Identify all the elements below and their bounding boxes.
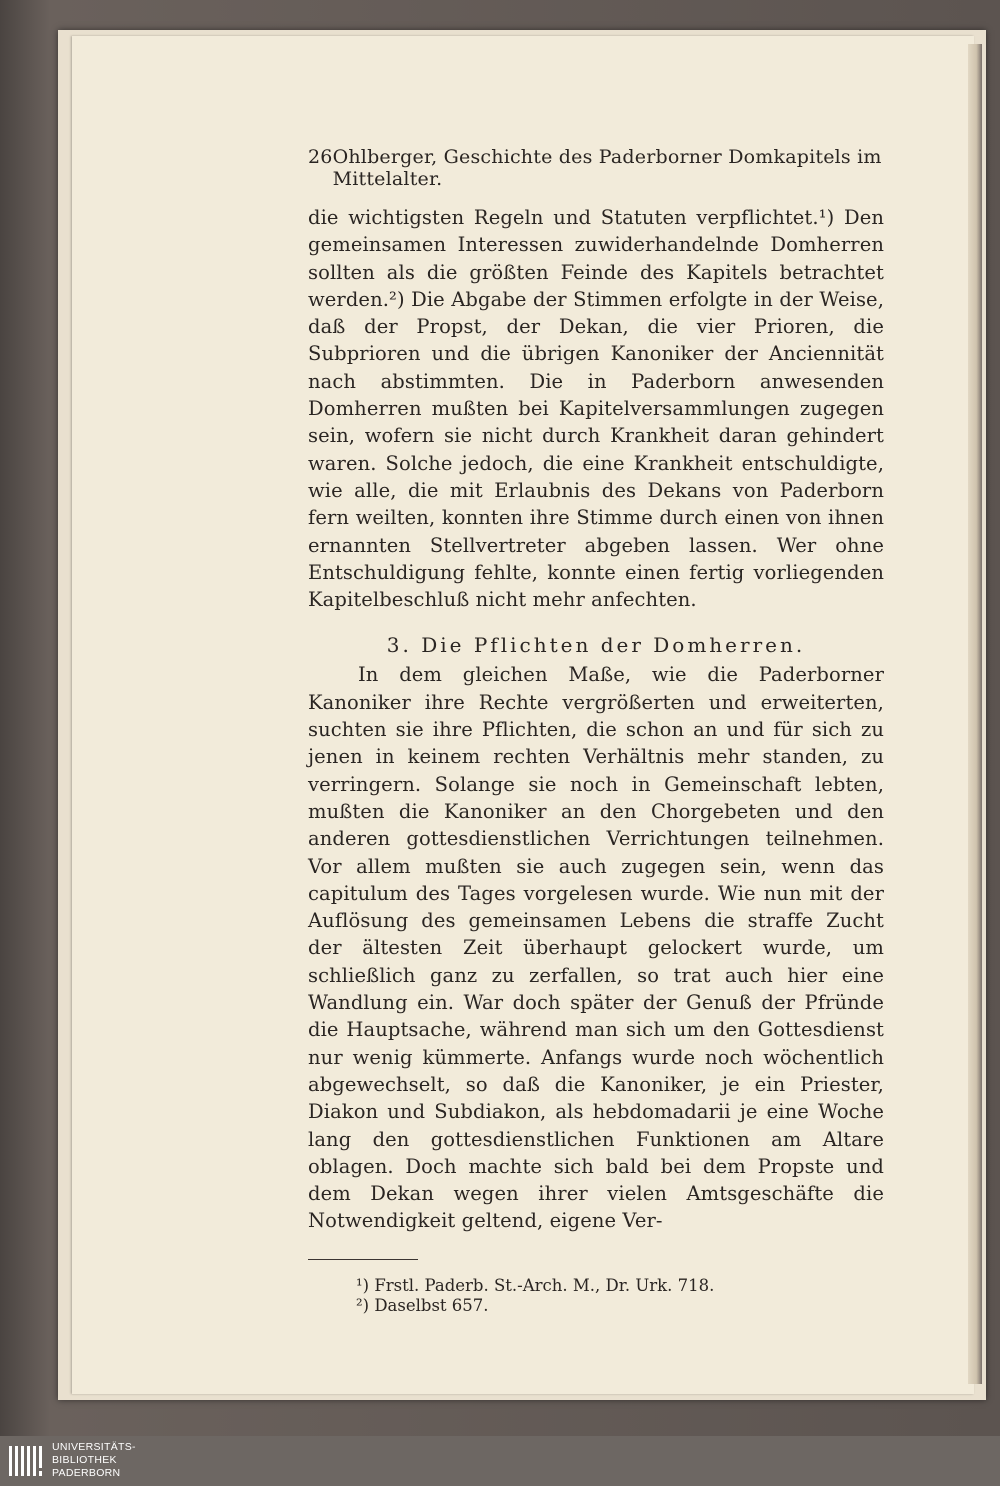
library-name-line: BIBLIOTHEK — [52, 1454, 117, 1466]
facing-page-edge — [968, 44, 982, 1384]
footnote — [308, 1296, 884, 1316]
running-title: Ohlberger, Geschichte des Paderborner Domkapitels im Mittelalter. — [332, 146, 882, 190]
library-footer-bar — [0, 1436, 1000, 1486]
library-name-line: PADERBORN — [52, 1467, 121, 1479]
section-paragraph: In dem gleichen Maße, wie die Paderborner Kanoniker ihre Rechte vergrößerten und erweiterten, suchten sie ihre Pflichten, die schon an und für sich zu jenen in keinem rechten Verhältnis mehr standen, zu verringern. Solange sie noch in Gemeinschaft lebten, mußten die Kanoniker an den Chorgebeten und den anderen gottesdienstlichen Verrichtungen teilnehmen. Vor allem mußten sie auch zugegen sein, wenn das capitulum des Tages vorgelesen wurde. Wie nun mit der Auflösung des gemeinsamen Lebens die straffe Zucht der ältesten Zeit überhaupt gelockert wurde, um schließlich ganz zu zerfallen, so trat auch hier eine Wandlung ein. War doch später der Genuß der Pfründe die Hauptsache, während man sich um den Gottesdienst nur wenig kümmerte. Anfangs wurde noch wöchentlich abgewechselt, so daß die Kanoniker, je ein Priester, Diakon und Subdiakon, als hebdomadarii je eine Woche lang den gottesdienstlichen Funktionen am Altare oblagen. Doch machte sich bald bei dem Propste und dem Dekan wegen ihrer vielen Amtsgeschäfte die Notwendigkeit geltend, eigene Ver- — [308, 663, 884, 1233]
footnote — [308, 1276, 884, 1296]
section-heading: 3. Die Pflichten der Domherren. — [386, 633, 806, 658]
footnote-text: Frstl. Paderb. St.-Arch. M., Dr. Urk. 718. — [374, 1275, 715, 1295]
footnote-text: Daselbst 657. — [374, 1295, 489, 1315]
library-name-line: UNIVERSITÄTS- — [52, 1441, 136, 1453]
page-number: 26 — [308, 146, 333, 168]
library-logo-icon — [8, 1440, 44, 1482]
library-name — [52, 1441, 136, 1480]
page-text — [308, 146, 884, 1316]
footnote-mark: ¹) — [356, 1275, 370, 1295]
footnote-mark: ²) — [356, 1295, 370, 1315]
paragraph: die wichtigsten Regeln und Statuten verpflichtet.¹) Den gemeinsamen Interessen zuwiderhandelnde Domherren sollten als die größten Feinde des Kapitels betrachtet werden.²) Die Abgabe der Stimmen erfolgte in der Weise, daß der Propst, der Dekan, die vier Prioren, die Subprioren und die übrigen Kanoniker der Anciennität nach abstimmten. Die in Paderborn anwesenden Domherren mußten bei Kapitelversammlungen zugegen sein, wofern sie nicht durch Krankheit daran gehindert waren. Solche jedoch, die eine Krankheit entschuldigte, wie alle, die mit Erlaubnis des Dekans von Paderborn fern weilten, konnten ihre Stimme durch einen von ihnen ernannten Stellvertreter abgeben lassen. Wer ohne Entschuldigung fehlte, konnte einen fertig vorliegenden Kapitelbeschluß nicht mehr anfechten. — [308, 206, 884, 612]
running-header — [308, 146, 884, 190]
footnote-divider — [308, 1259, 418, 1260]
